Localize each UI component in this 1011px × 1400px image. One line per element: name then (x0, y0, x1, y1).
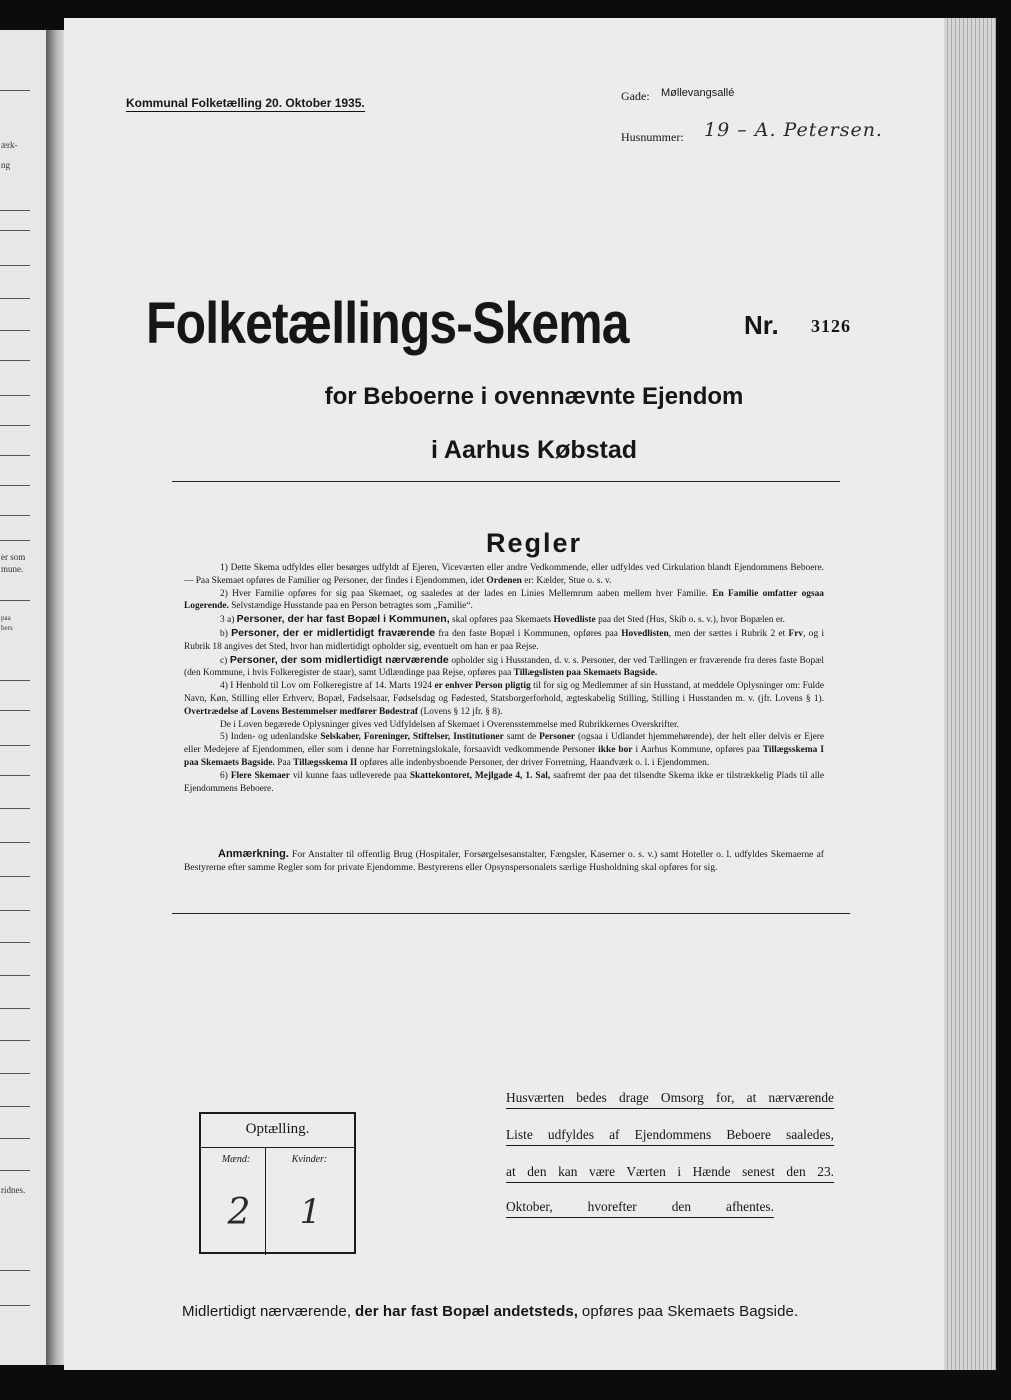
anmaerkning-label: Anmærkning. (218, 848, 289, 860)
margin-fragment: bers (1, 624, 13, 632)
margin-fragment: ærk- (1, 140, 18, 150)
census-header: Kommunal Folketælling 20. Oktober 1935. (126, 96, 365, 110)
kvinder-count: 1 (299, 1192, 322, 1232)
kvinder-label: Kvinder: (291, 1154, 328, 1165)
anmaerkning-text: For Anstalter til offentlig Brug (Hospitaler, Forsørgelsesanstalter, Fængsler, Kaserner o. s. v.) samt Hoteller o. l. udfyldes Skemaerne af Bestyrerne efter samme Regler som for private Ejendomme. Bestyrerens eller Opsynspersonalets særlige Husholdning skal opføres for sig. (184, 849, 824, 873)
regler-heading: Regler (485, 528, 583, 558)
rule-6: 6) Flere Skemaer vil kunne faas udleverede paa Skattekontoret, Mejlgade 4, 1. Sal, saafremt der paa det tilsendte Skema ikke er tilstrækkelig Plads til alle Ejendommens Beboere. (184, 770, 825, 794)
rule-4b: De i Loven begærede Oplysninger gives ved Udfyldelsen af Skemaet i Overensstemmelse med Rubrikkernes Overskrifter. (220, 719, 679, 730)
rule-3a: 3 a) Personer, der har fast Bopæl i Kommunen, skal opføres paa Skemaets Hovedliste paa det Sted (Hus, Skib o. s. v.), hvor Bopælen er. (220, 613, 785, 626)
anmaerkning-note (184, 848, 824, 874)
page-stack-edges (944, 18, 996, 1370)
gade-value: Møllevangsallé (661, 87, 735, 99)
book-spine (46, 30, 64, 1365)
census-form-page (64, 18, 944, 1370)
form-subtitle: for Beboerne i ovennævnte Ejendom (324, 383, 744, 410)
husvaert-line-1: Husværten bedes drage Omsorg for, at nærværende (506, 1090, 834, 1109)
divider (172, 913, 850, 914)
margin-fragment: ng (1, 160, 10, 170)
husvaert-line-4: Oktober, hvorefter den afhentes. (506, 1199, 774, 1218)
rule-4: 4) I Henhold til Lov om Folkeregistre af 14. Marts 1924 er enhver Person pligtig til for sig og Medlemmer af sin Husstand, at meddele Oplysninger om: Fulde Navn, Køn, Stilling eller Erhverv, Bopæl, Fødselsaar, Fødselsdag og Fødested, Statsborgerforhold, ægteskabelig Stilling, Stilling i Husstanden m. v. (jfr. Lovens § 1). Overtrædelse af Lovens Bestemmelser medfører Bødestraf (Lovens § 12 jfr. § 8). (184, 681, 825, 717)
nr-label: Nr. (744, 310, 779, 340)
rules-text (184, 562, 824, 795)
previous-page-edge (0, 30, 48, 1365)
margin-fragment: ridnes. (1, 1185, 26, 1195)
husnummer-handwritten: 19 – A. Petersen. (704, 119, 883, 141)
form-subtitle-city: i Aarhus Købstad (430, 436, 638, 464)
bottom-note: Midlertidigt nærværende, der har fast Bopæl andetsteds, opføres paa Skemaets Bagside. (182, 1303, 799, 1320)
gade-label: Gade: (621, 89, 650, 103)
maend-label: Mænd: (221, 1154, 251, 1165)
husnummer-label: Husnummer: (621, 130, 684, 144)
optaelling-box (199, 1112, 356, 1254)
margin-fragment: paa (1, 614, 11, 622)
rule-5: 5) Inden- og udenlandske Selskaber, Foreninger, Stiftelser, Institutioner samt de Personer (ogsaa i Udlandet hjemmehørende), der helt eller delvis er Ejere eller Medejere af Ejendommen, eller som i denne har Forretningslokale, forsaavidt vedkommende Personer ikke bor i Aarhus Kommune, opføres paa Tillægsskema I paa Skemaets Bagside. Paa Tillægsskema II opføres alle indenbysboende Personer, der driver Forretning, Haandværk o. l. i Ejendommen. (184, 732, 825, 768)
rule-3b: b) Personer, der er midlertidigt fraværende fra den faste Bopæl i Kommunen, opføres paa Hovedlisten, men der sættes i Rubrik 2 et Frv, og i Rubrik 18 angives det Sted, hvor han midlertidigt opholder sig, eventuelt om han er paa Rejse. (184, 626, 825, 652)
rule-2: 2) Hver Familie opføres for sig paa Skemaet, og saaledes at der lades en Linies Mellemrum aaben mellem hver Familie. En Familie omfatter ogsaa Logerende. Selvstændige Husstande paa en Person betragtes som „Familie“. (184, 588, 824, 612)
husvaert-line-2: Liste udfyldes af Ejendommens Beboere saaledes, (506, 1127, 834, 1146)
margin-fragment: mune. (1, 564, 24, 574)
husvaert-line-3: at den kan være Værten i Hænde senest den 23. (506, 1164, 834, 1183)
maend-count: 2 (227, 1192, 251, 1233)
rule-1: 1) Dette Skema udfyldes eller besørges udfyldt af Ejeren, Viceværten eller andre Vedkommende, eller udfyldes ved Cirkulation blandt Ejendommens Beboere. — Paa Skemaet opføres de Familier og Personer, der findes i Ejendommen, idet Ordenen er: Kælder, Stue o. s. v. (184, 563, 824, 586)
divider (172, 481, 840, 482)
form-title: Folketællings-Skema (146, 291, 629, 356)
margin-fragment: er som (1, 552, 26, 562)
optaelling-title: Optælling. (245, 1121, 310, 1137)
rule-3c: c) Personer, der som midlertidigt nærværende opholder sig i Husstanden, d. v. s. Personer, der ved Tællingen er fraværende fra deres faste Bopæl (den Kommune, i hvis Folkeregister de staar), samt Udlændinge paa Rejse, opføres paa Tillægslisten paa Skemaets Bagside. (184, 653, 825, 679)
form-number: 3126 (811, 316, 851, 336)
